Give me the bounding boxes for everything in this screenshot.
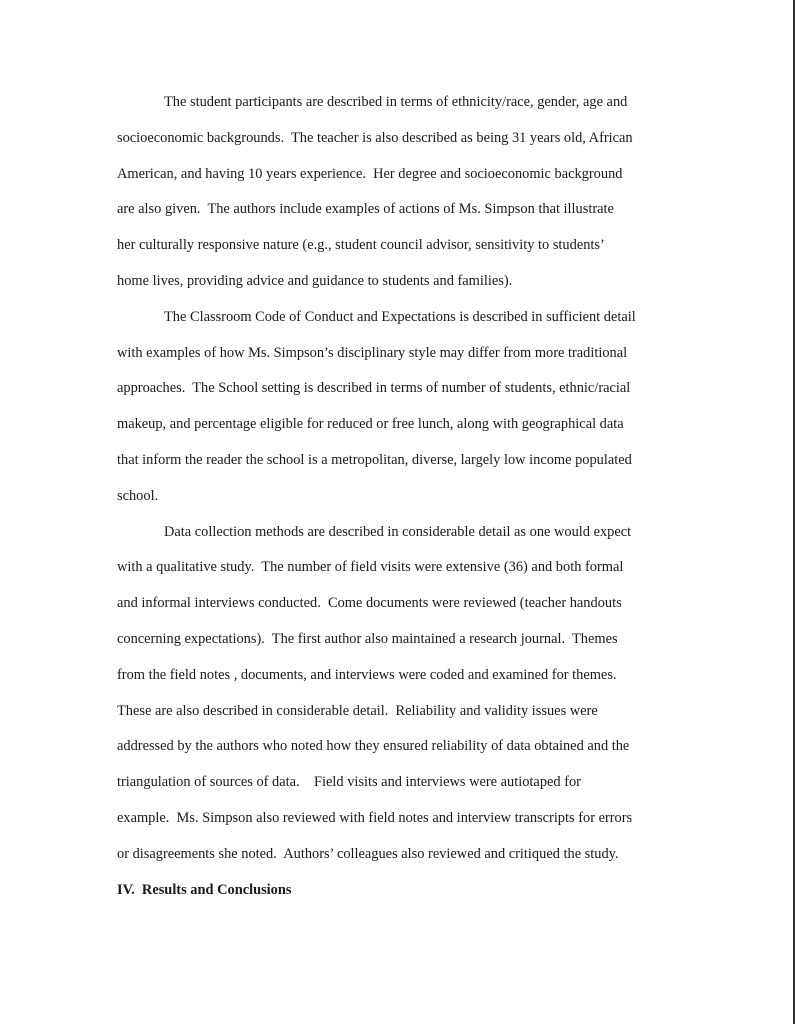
text-line: makeup, and percentage eligible for reduced or free lunch, along with geographical data (117, 416, 624, 433)
text-line: and informal interviews conducted. Come documents were reviewed (teacher handouts (117, 595, 622, 612)
paragraph-participants (117, 88, 677, 303)
text-line: concerning expectations). The first author also maintained a research journal. Themes (117, 630, 618, 647)
document-body (117, 88, 677, 911)
text-line: her culturally responsive nature (e.g., student council advisor, sensitivity to students’ (117, 237, 605, 254)
text-line: school. (117, 487, 159, 504)
text-line: or disagreements she noted. Authors’ colleagues also reviewed and critiqued the study. (117, 845, 619, 862)
text-line: are also given. The authors include examples of actions of Ms. Simpson that illustrate (117, 201, 614, 218)
text-line: The student participants are described in terms of ethnicity/race, gender, age and (164, 94, 628, 110)
text-line: triangulation of sources of data. Field visits and interviews were autiotaped for (117, 774, 581, 791)
text-line: with a qualitative study. The number of field visits were extensive (36) and both formal (117, 559, 624, 576)
text-line: approaches. The School setting is described in terms of number of students, ethnic/racial (117, 380, 631, 397)
text-line: home lives, providing advice and guidance to students and families). (117, 272, 513, 289)
text-line: that inform the reader the school is a metropolitan, diverse, largely low income populated (117, 451, 632, 468)
text-line: example. Ms. Simpson also reviewed with field notes and interview transcripts for errors (117, 809, 633, 826)
text-line: Data collection methods are described in considerable detail as one would expect (164, 523, 632, 540)
paragraph-classroom-code (117, 303, 677, 518)
text-line: These are also described in considerable detail. Reliability and validity issues were (117, 702, 598, 719)
paragraph-data-collection (117, 518, 677, 876)
text-line: American, and having 10 years experience. Her degree and socioeconomic background (117, 165, 623, 182)
text-line: addressed by the authors who noted how they ensured reliability of data obtained and the (117, 738, 630, 755)
section-heading: IV. Results and Conclusions (117, 881, 292, 898)
text-line: The Classroom Code of Conduct and Expectations is described in sufficient detail (164, 308, 636, 325)
text-line: socioeconomic backgrounds. The teacher is also described as being 31 years old, African (117, 129, 633, 146)
text-line: with examples of how Ms. Simpson’s disciplinary style may differ from more traditional (117, 344, 628, 361)
text-line: from the field notes , documents, and interviews were coded and examined for themes. (117, 666, 617, 683)
